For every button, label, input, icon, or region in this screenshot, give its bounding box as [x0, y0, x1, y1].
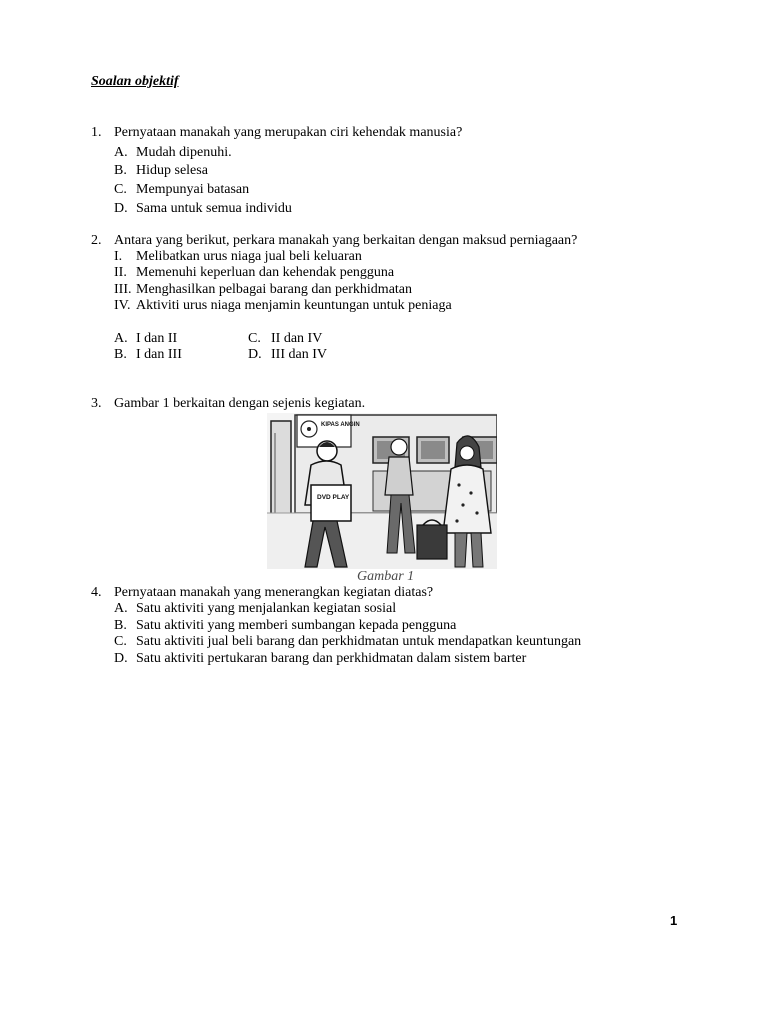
section-title: Soalan objektif — [91, 74, 179, 89]
statement-text: Aktiviti urus niaga menjamin keuntungan untuk peniaga — [136, 298, 452, 313]
option-letter: C. — [114, 634, 127, 649]
option-text: Hidup selesa — [136, 163, 208, 178]
option-text: I dan II — [136, 331, 178, 346]
option-text: I dan III — [136, 347, 182, 362]
option-letter: C. — [114, 182, 127, 197]
sign-label: KIPAS ANGIN — [321, 422, 360, 428]
question-number: 4. — [91, 585, 102, 600]
statement-numeral: II. — [114, 265, 127, 280]
statement-text: Memenuhi keperluan dan kehendak pengguna — [136, 265, 395, 280]
option-text: Sama untuk semua individu — [136, 201, 292, 216]
option-letter: B. — [114, 347, 127, 362]
option-text: Satu aktiviti jual beli barang dan perkhidmatan untuk mendapatkan keuntungan — [136, 634, 582, 649]
option-letter: D. — [248, 347, 262, 362]
shopping-illustration — [267, 413, 497, 569]
option-letter: B. — [114, 618, 127, 633]
statement-numeral: I. — [114, 249, 123, 264]
option-text: Satu aktiviti pertukaran barang dan perkhidmatan dalam sistem barter — [136, 651, 527, 666]
option-letter: D. — [114, 201, 128, 216]
option-text: Mempunyai batasan — [136, 182, 250, 197]
statement-text: Melibatkan urus niaga jual beli keluaran — [136, 249, 362, 264]
option-letter: C. — [248, 331, 261, 346]
statement-numeral: IV. — [114, 298, 131, 313]
question-text: Pernyataan manakah yang merupakan ciri kehendak manusia? — [114, 125, 463, 140]
question-number: 1. — [91, 125, 102, 140]
option-text: III dan IV — [271, 347, 327, 362]
option-text: Satu aktiviti yang menjalankan kegiatan sosial — [136, 601, 397, 616]
option-text: Satu aktiviti yang memberi sumbangan kepada pengguna — [136, 618, 457, 633]
question-text: Pernyataan manakah yang menerangkan kegiatan diatas? — [114, 585, 434, 600]
option-letter: B. — [114, 163, 127, 178]
figure-caption: Gambar 1 — [357, 569, 415, 584]
question-number: 2. — [91, 233, 102, 248]
box-label: DVD PLAY — [317, 494, 350, 501]
page-number: 1 — [670, 913, 678, 928]
option-letter: A. — [114, 331, 128, 346]
question-number: 3. — [91, 396, 102, 411]
option-letter: A. — [114, 601, 128, 616]
statement-numeral: III. — [114, 282, 132, 297]
option-text: II dan IV — [271, 331, 323, 346]
option-letter: D. — [114, 651, 128, 666]
question-text: Antara yang berikut, perkara manakah yang berkaitan dengan maksud perniagaan? — [114, 233, 578, 248]
question-text: Gambar 1 berkaitan dengan sejenis kegiatan. — [114, 396, 366, 411]
option-letter: A. — [114, 145, 128, 160]
statement-text: Menghasilkan pelbagai barang dan perkhidmatan — [136, 282, 413, 297]
option-text: Mudah dipenuhi. — [136, 145, 232, 160]
